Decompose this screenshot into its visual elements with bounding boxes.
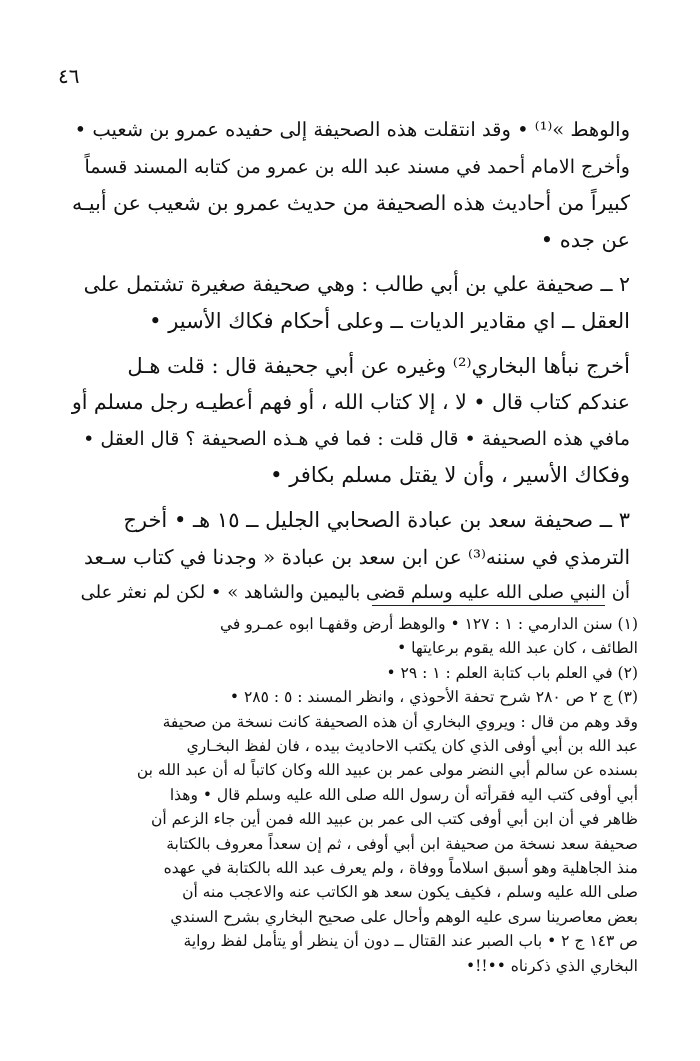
footnote-line: صحيفة سعد نسخة من صحيفة ابن أبي أوفى ، ثم إن سعداً معروف بالكتابة — [166, 834, 638, 853]
paragraph-4 — [72, 502, 630, 612]
text-line: العقل ــ اي مقادير الديات ــ وعلى أحكام فكاك الأسير • — [149, 308, 630, 333]
text-line: أن النبي صلى الله عليه وسلم قضى باليمين والشاهد » • لكن لم نعثر على — [80, 582, 630, 604]
footnote-line: عبد الله بن أبي أوفى الذي كان يكتب الاحاديث بيده ، فان لفظ البخـاري — [186, 737, 638, 756]
footnote-line: البخاري الذي ذكرناه ••!!• — [465, 956, 638, 975]
text-line: وفكاك الأسير ، وأن لا يقتل مسلم بكافر • — [270, 463, 630, 488]
footnote-line: ص ١٤٣ ج ٢ • باب الصبر عند القتال ــ دون أن ينظر أو يتأمل لفظ رواية — [183, 932, 638, 951]
footnote-divider — [372, 605, 605, 606]
text-line: عندكم كتاب قال • لا ، إلا كتاب الله ، أو فهم أعطيـه رجل مسلم أو — [71, 390, 630, 415]
text-line: الترمذي في سننه⁽³⁾ عن ابن سعد بن عبادة « وجدنا في كتاب سـعد — [83, 544, 630, 569]
text-line: ٣ ــ صحيفة سعد بن عبادة الصحابي الجليل ــ ١٥ هـ • أخرج — [123, 507, 630, 532]
footnote-line: منذ الجاهلية وهو أسبق اسلاماً ووفاة ، ولم يعرف عبد الله بالكتابة في عهده — [163, 859, 638, 878]
text-line: أخرج نبأها البخاري⁽²⁾ وغيره عن أبي جحيفة قال : قلت هـل — [127, 353, 630, 378]
text-line: والوهط »⁽¹⁾ • وقد انتقلت هذه الصحيفة إلى حفيده عمرو بن شعيب • — [74, 118, 630, 141]
footnote-line: الطائف ، كان عبد الله يقوم برعايتها • — [397, 639, 638, 658]
footnotes — [64, 612, 638, 978]
footnote-line: (١) سنن الدارمي : ١ : ١٢٧ • والوهط أرض وقفهـا ابوه عمـرو في — [220, 615, 638, 633]
footnote-line: (٢) في العلم باب كتابة العلم : ١ : ٢٩ • — [386, 663, 638, 682]
paragraph-3 — [72, 348, 630, 494]
footnote-line: بعض معاصرينا سرى عليه الوهم وأحال على صحيح البخاري بشرح السندي — [170, 907, 638, 926]
footnote-line: (٣) ج ٢ ص ٢٨٠ شرح تحفة الأحوذي ، وانظر المسند : ٥ : ٢٨٥ • — [229, 688, 638, 707]
footnote-line: وقد وهم من قال : ويروي البخاري أن هذه الصحيفة كانت نسخة من صحيفة — [162, 712, 638, 731]
text-line: عن جده • — [540, 227, 630, 252]
text-line: وأخرج الامام أحمد في مسند عبد الله بن عمرو من كتابه المسند قسماً — [84, 155, 630, 178]
text-line: مافي هذه الصحيفة • قال قلت : فما في هـذه الصحيفة ؟ قال العقل • — [83, 427, 630, 450]
footnote-line: أبي أوفى كتب اليه فقرأته أن رسول الله صلى الله عليه وسلم قال • وهذا — [169, 785, 638, 804]
footnote-line: صلى الله عليه وسلم ، فكيف يكون سعد هو الكاتب عنه والاعجب منه أن — [182, 883, 638, 902]
text-line: ٢ ــ صحيفة علي بن أبي طالب : وهي صحيفة صغيرة تشتمل على — [83, 272, 630, 297]
text-line: كبيراً من أحاديث هذه الصحيفة من حديث عمرو بن شعيب عن أبيـه — [71, 191, 630, 216]
page-number: ٤٦ — [58, 64, 80, 88]
footnote-line: بسنده عن سالم أبي النضر مولى عمر بن عبيد الله وكان كاتباً له أن عبد الله بن — [136, 761, 638, 780]
main-text — [72, 112, 630, 612]
paragraph-1 — [72, 112, 630, 258]
footnote-line: ظاهر في أن ابن أبي أوفى كتب الى عمر بن عبيد الله فمن أين جاء الزعم أن — [150, 810, 638, 829]
paragraph-2 — [72, 266, 630, 339]
